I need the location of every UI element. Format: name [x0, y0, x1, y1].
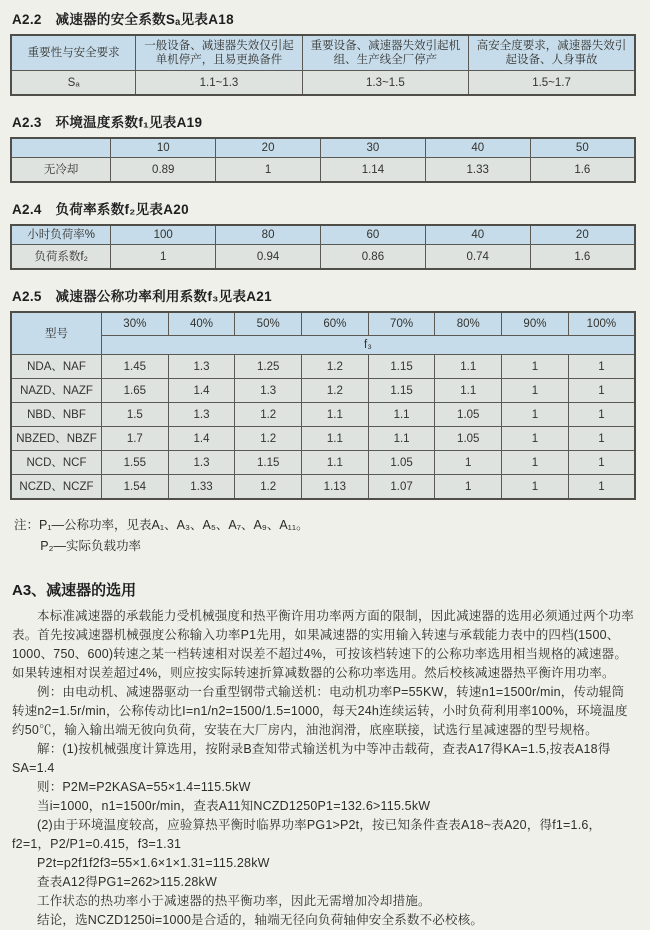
- column-header-cell: 20: [216, 138, 321, 158]
- column-header-cell: 重要设备、减速器失效引起机组、生产线全厂停产: [302, 35, 468, 71]
- column-header-cell: 60: [320, 225, 425, 245]
- value-cell: 1.6: [530, 245, 635, 270]
- table-a21-power-utilization-factor: [10, 311, 636, 500]
- value-cell: 1.1: [302, 427, 369, 451]
- value-cell: 1.5: [101, 403, 168, 427]
- value-cell: 1.05: [435, 427, 502, 451]
- value-cell: 1.2: [235, 427, 302, 451]
- value-cell: 1.3: [168, 403, 235, 427]
- column-header-cell: 70%: [368, 312, 435, 336]
- f3-subheader-cell: f₃: [101, 336, 635, 355]
- table-row: [11, 451, 635, 475]
- a3-body-text: [12, 607, 636, 930]
- column-header-cell: 50%: [235, 312, 302, 336]
- column-header-cell: 30%: [101, 312, 168, 336]
- value-cell: 1.7: [101, 427, 168, 451]
- table-a18-safety-factor: [10, 34, 636, 96]
- paragraph: 解：(1)按机械强度计算选用，按附录B查知带式输送机为中等冲击载荷，查表A17得KA=1.5,按表A18得SA=1.4: [12, 742, 611, 775]
- table-a20-load-rate-factor: [10, 224, 636, 270]
- value-cell: 1.15: [368, 355, 435, 379]
- row-label-cell: 负荷系数f₂: [11, 245, 111, 270]
- row-label-cell: NBD、NBF: [11, 403, 101, 427]
- table-header-row: [11, 312, 635, 336]
- value-cell: 1.05: [368, 451, 435, 475]
- section-heading-a2-3: A2.3 环境温度系数f₁见表A19: [12, 115, 203, 130]
- value-cell: 1: [216, 158, 321, 183]
- note-line-1: 注：P₁—公称功率，见表A₁、A₃、A₅、A₇、A₉、A₁₁。: [14, 518, 309, 532]
- value-cell: 1.2: [235, 403, 302, 427]
- value-cell: 1.33: [425, 158, 530, 183]
- value-cell: 1: [502, 355, 569, 379]
- note-line-2: P₂—实际负载功率: [40, 539, 141, 553]
- value-cell: 1: [502, 379, 569, 403]
- value-cell: 1.3~1.5: [302, 71, 468, 96]
- value-cell: 1: [502, 475, 569, 500]
- table-header-row: [11, 225, 635, 245]
- section-heading-a2-4: A2.4 负荷率系数f₂见表A20: [12, 202, 189, 217]
- section-heading-a2-2: A2.2 减速器的安全系数Sₐ见表A18: [12, 12, 234, 27]
- value-cell: 1.55: [101, 451, 168, 475]
- value-cell: 1: [568, 355, 635, 379]
- table-row: [11, 475, 635, 500]
- table-row: [11, 245, 635, 270]
- value-cell: 1: [435, 475, 502, 500]
- value-cell: 1.2: [302, 355, 369, 379]
- value-cell: 1.1: [435, 379, 502, 403]
- row-label-cell: NAZD、NAZF: [11, 379, 101, 403]
- paragraph: 工作状态的热功率小于减速器的热平衡功率，因此无需增加冷却措施。: [37, 894, 431, 908]
- column-header-cell: 高安全度要求，减速器失效引起设备、人身事故: [469, 35, 635, 71]
- row-label-cell: NDA、NAF: [11, 355, 101, 379]
- value-cell: 1: [435, 451, 502, 475]
- value-cell: 1.2: [302, 379, 369, 403]
- table-row: [11, 403, 635, 427]
- column-header-cell: 80: [216, 225, 321, 245]
- table-row: [11, 158, 635, 183]
- table-notes: [14, 515, 636, 557]
- value-cell: 1.2: [235, 475, 302, 500]
- table-a19-ambient-temperature-factor: [10, 137, 636, 183]
- value-cell: 1.1~1.3: [136, 71, 302, 96]
- table-header-row: [11, 138, 635, 158]
- value-cell: 1: [568, 451, 635, 475]
- value-cell: 1.4: [168, 379, 235, 403]
- table-subheader-row: [11, 336, 635, 355]
- column-header-cell: 40: [425, 138, 530, 158]
- row-label-cell: NCZD、NCZF: [11, 475, 101, 500]
- column-header-cell: 重要性与安全要求: [11, 35, 136, 71]
- column-header-cell: 一般设备、减速器失效仅引起单机停产，且易更换备件: [136, 35, 302, 71]
- column-header-cell: 50: [530, 138, 635, 158]
- paragraph: 当i=1000，n1=1500r/min，查表A11知NCZD1250P1=132.6>115.5kW: [37, 799, 431, 813]
- value-cell: 0.86: [320, 245, 425, 270]
- column-header-cell: 80%: [435, 312, 502, 336]
- paragraph: 本标准减速器的承载能力受机械强度和热平衡许用功率两方面的限制，因此减速器的选用必须通过两个功率表。首先按减速器机械强度公称输入功率P1先用，如果减速器的实用输入转速与承载能力表中的四档(1500、1000、750、600)转速之某一档转速相对误差不超过4%，可按该档转速下的公称功率选用相当规格的减速器。如果转速相对误差超过4%，则应按实际转速折算减数器的公称功率选用。然后校核减速器热平衡许用功率。: [12, 609, 634, 680]
- value-cell: 1.13: [302, 475, 369, 500]
- value-cell: 1.33: [168, 475, 235, 500]
- value-cell: 1: [568, 427, 635, 451]
- column-header-cell: 100%: [568, 312, 635, 336]
- value-cell: 1.65: [101, 379, 168, 403]
- value-cell: 1: [502, 403, 569, 427]
- value-cell: 1.3: [168, 355, 235, 379]
- value-cell: 1.14: [320, 158, 425, 183]
- value-cell: 1.15: [368, 379, 435, 403]
- value-cell: 0.74: [425, 245, 530, 270]
- value-cell: 1.1: [302, 451, 369, 475]
- column-header-cell: 60%: [302, 312, 369, 336]
- table-row: [11, 71, 635, 96]
- table-row: [11, 355, 635, 379]
- column-header-cell: 小时负荷率%: [11, 225, 111, 245]
- value-cell: 1: [502, 427, 569, 451]
- paragraph: (2)由于环境温度较高，应验算热平衡时临界功率PG1>P2t，按已知条件查表A18~表A20，得f1=1.6，f2=1，P2/P1=0.415，f3=1.31: [12, 818, 602, 851]
- value-cell: 1.1: [368, 427, 435, 451]
- row-label-cell: Sₐ: [11, 71, 136, 96]
- value-cell: 1.45: [101, 355, 168, 379]
- value-cell: 1.1: [435, 355, 502, 379]
- row-label-cell: NBZED、NBZF: [11, 427, 101, 451]
- value-cell: 1: [111, 245, 216, 270]
- value-cell: 1: [568, 379, 635, 403]
- value-cell: 1.15: [235, 451, 302, 475]
- section-heading-a2-5: A2.5 减速器公称功率利用系数f₃见表A21: [12, 289, 272, 304]
- column-header-cell: 100: [111, 225, 216, 245]
- model-column-header: 型号: [11, 312, 101, 355]
- value-cell: 1.1: [302, 403, 369, 427]
- column-header-cell: 90%: [502, 312, 569, 336]
- column-header-cell: [11, 138, 111, 158]
- value-cell: 1.5~1.7: [469, 71, 635, 96]
- row-label-cell: NCD、NCF: [11, 451, 101, 475]
- section-heading-a3: A3、减速器的选用: [12, 582, 137, 599]
- value-cell: 1.54: [101, 475, 168, 500]
- paragraph: P2t=p2f1f2f3=55×1.6×1×1.31=115.28kW: [37, 856, 270, 870]
- column-header-cell: 10: [111, 138, 216, 158]
- value-cell: 1.3: [235, 379, 302, 403]
- value-cell: 0.94: [216, 245, 321, 270]
- value-cell: 1.1: [368, 403, 435, 427]
- value-cell: 0.89: [111, 158, 216, 183]
- column-header-cell: 40%: [168, 312, 235, 336]
- table-header-row: [11, 35, 635, 71]
- paragraph: 结论，选NCZD1250i=1000是合适的，轴端无径向负荷轴伸安全系数不必校核。: [37, 913, 484, 927]
- value-cell: 1: [502, 451, 569, 475]
- paragraph: 查表A12得PG1=262>115.28kW: [37, 875, 217, 889]
- row-label-cell: 无冷却: [11, 158, 111, 183]
- value-cell: 1: [568, 475, 635, 500]
- column-header-cell: 30: [320, 138, 425, 158]
- value-cell: 1.25: [235, 355, 302, 379]
- value-cell: 1.4: [168, 427, 235, 451]
- table-row: [11, 379, 635, 403]
- table-row: [11, 427, 635, 451]
- value-cell: 1.05: [435, 403, 502, 427]
- value-cell: 1: [568, 403, 635, 427]
- value-cell: 1.6: [530, 158, 635, 183]
- column-header-cell: 40: [425, 225, 530, 245]
- paragraph: 则：P2M=P2KASA=55×1.4=115.5kW: [37, 780, 251, 794]
- value-cell: 1.3: [168, 451, 235, 475]
- paragraph: 例：由电动机、减速器驱动一台重型钢带式输送机：电动机功率P=55KW，转速n1=1500r/min，传动辊筒转速n2=1.5r/min，公称传动比I=n1/n2=1500/1.5=1000，每天24h连续运转，小时负荷利用率100%，环境温度约50℃，输入输出端无彼向负荷，安装在大厂房内，油池润滑，底座联接，试选行星减速器的型号规格。: [12, 685, 628, 737]
- column-header-cell: 20: [530, 225, 635, 245]
- value-cell: 1.07: [368, 475, 435, 500]
